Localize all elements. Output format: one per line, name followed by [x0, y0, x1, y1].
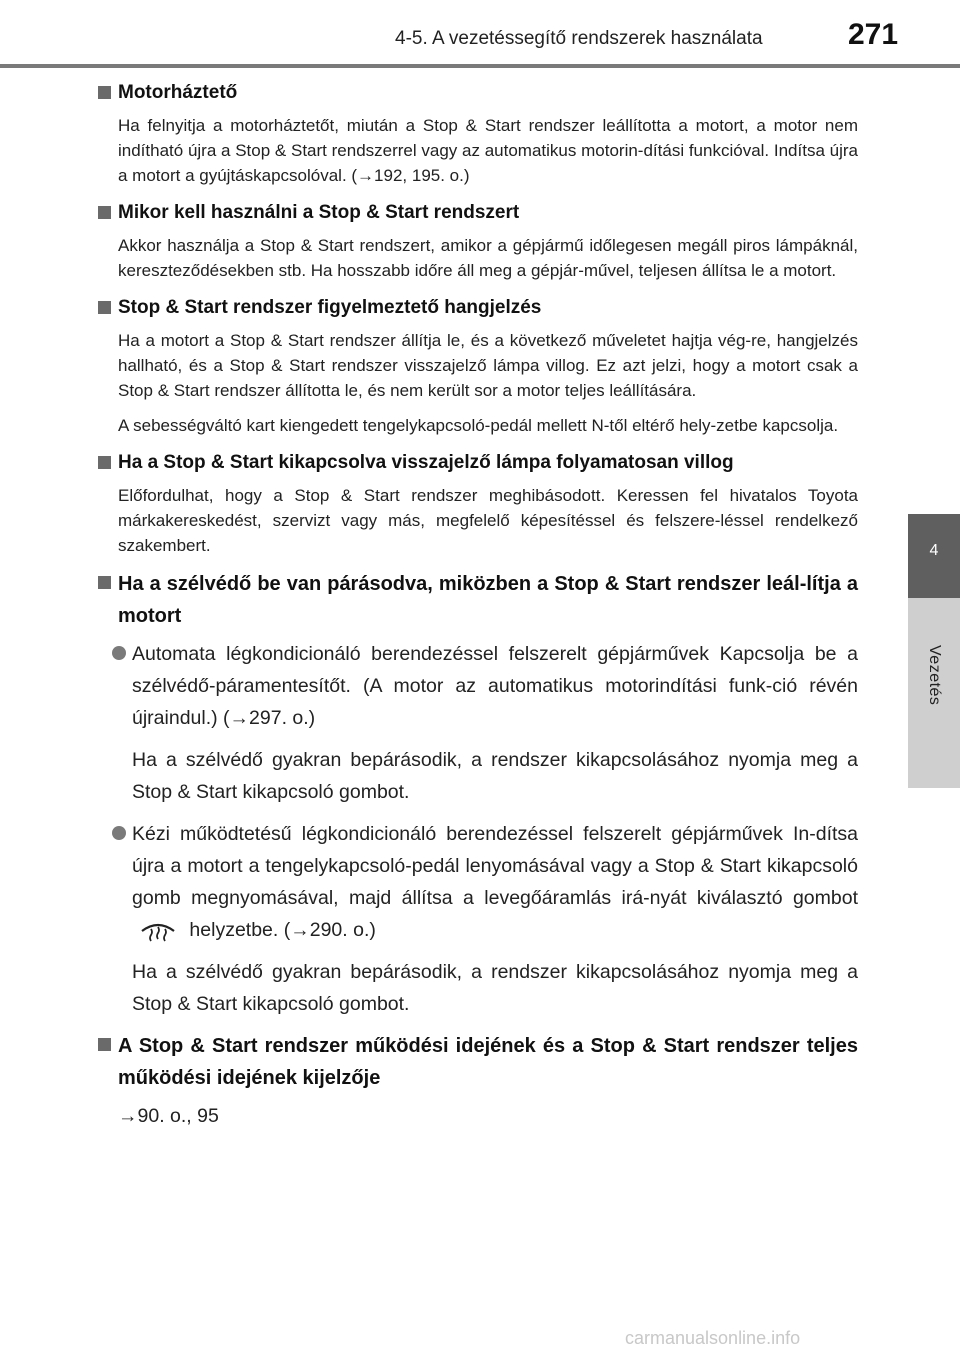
square-bullet-icon	[98, 456, 111, 469]
section-title	[96, 78, 858, 107]
section-title	[96, 568, 858, 632]
square-bullet-icon	[98, 301, 111, 314]
section-title-text: Motorháztető	[118, 82, 238, 103]
list-item-text-after: helyzetbe. (→290. o.)	[189, 919, 376, 941]
chapter-tab-label: Vezetés	[926, 645, 943, 706]
section-paragraph: Előfordulhat, hogy a Stop & Start rendszer meghibásodott. Keressen fel hivatalos Toyota márkakereskedést, szervizt vagy más, megfelelő képesítéssel és felszere-léssel rendelkező szakembert.	[118, 486, 858, 555]
list-item	[96, 818, 858, 946]
section-title	[96, 1030, 858, 1094]
list-item-note: Ha a szélvédő gyakran bepárásodik, a rendszer kikapcsolásához nyomja meg a Stop & Start kikapcsoló gombot.	[132, 749, 858, 803]
section-title-text: Ha a szélvédő be van párásodva, miközben a Stop & Start rendszer leál-lítja a motort	[118, 573, 858, 627]
square-bullet-icon	[98, 1038, 111, 1051]
round-bullet-icon	[112, 826, 126, 840]
header-divider	[0, 64, 960, 68]
section-title	[96, 448, 858, 477]
section-title-text: A Stop & Start rendszer működési idejének és a Stop & Start rendszer teljes működési idejének kijelzője	[118, 1035, 858, 1089]
section-paragraph: Akkor használja a Stop & Start rendszert, amikor a gépjármű időlegesen megáll piros lámpáknál, kereszteződésekben stb. Ha hosszabb időre áll meg a gépjár-művel, teljesen állítsa le a motort.	[118, 236, 858, 280]
section-title-text: Ha a Stop & Start kikapcsolva visszajelző lámpa folyamatosan villog	[118, 452, 734, 473]
windshield-defroster-icon	[138, 917, 178, 945]
section-title-text: Mikor kell használni a Stop & Start rendszert	[118, 202, 520, 223]
chapter-section-title: 4-5. A vezetéssegítő rendszerek használata	[395, 28, 763, 49]
watermark: carmanualsonline.info	[625, 1328, 801, 1348]
section-paragraph: Ha a motort a Stop & Start rendszer állítja le, és a következő műveletet hajtja vég-re, hangjelzés hallható, és a Stop & Start rendszer visszajelző lámpa villog. Ez azt jelzi, hogy a motort csak a Stop & Start rendszer állította le, és nem került sor a motor teljes leállítására.	[118, 331, 858, 400]
section-paragraph: Ha felnyitja a motorháztetőt, miután a Stop & Start rendszer leállította a motort, a motor nem indítható újra a Stop & Start rendszerrel vagy az automatikus motorin-dítási funkcióval. Indítsa újra a motort a gyújtáskapcsolóval. (→192, 195. o.)	[118, 116, 858, 185]
page-number: 271	[848, 18, 899, 51]
chapter-tab-number: 4	[929, 542, 939, 559]
list-item	[96, 638, 858, 734]
list-item-text: Kézi működtetésű légkondicionáló berendezéssel felszerelt gépjárművek In-dítsa újra a motort a tengelykapcsoló-pedál lenyomásával vagy a Stop & Start kikapcsoló gomb megnyomásával, majd állítsa a levegőáramlás irá-nyát kiválasztó gombot	[132, 823, 858, 909]
square-bullet-icon	[98, 206, 111, 219]
section-title	[96, 198, 858, 227]
page-reference: →90. o., 95	[118, 1105, 219, 1127]
list-item-note: Ha a szélvédő gyakran bepárásodik, a rendszer kikapcsolásához nyomja meg a Stop & Start kikapcsoló gombot.	[132, 961, 858, 1015]
section-title	[96, 293, 858, 322]
square-bullet-icon	[98, 86, 111, 99]
page-content	[96, 78, 858, 1144]
section-paragraph: A sebességváltó kart kiengedett tengelykapcsoló-pedál mellett N-től eltérő hely-zetbe kapcsolja.	[118, 416, 839, 435]
round-bullet-icon	[112, 646, 126, 660]
section-title-text: Stop & Start rendszer figyelmeztető hangjelzés	[118, 297, 542, 318]
square-bullet-icon	[98, 576, 111, 589]
list-item-text: Automata légkondicionáló berendezéssel felszerelt gépjárművek Kapcsolja be a szélvédő-páramentesítőt. (A motor az automatikus motorindítási funk-ció révén újraindul.) (→297. o.)	[132, 643, 858, 729]
chapter-tab[interactable]	[908, 514, 960, 598]
